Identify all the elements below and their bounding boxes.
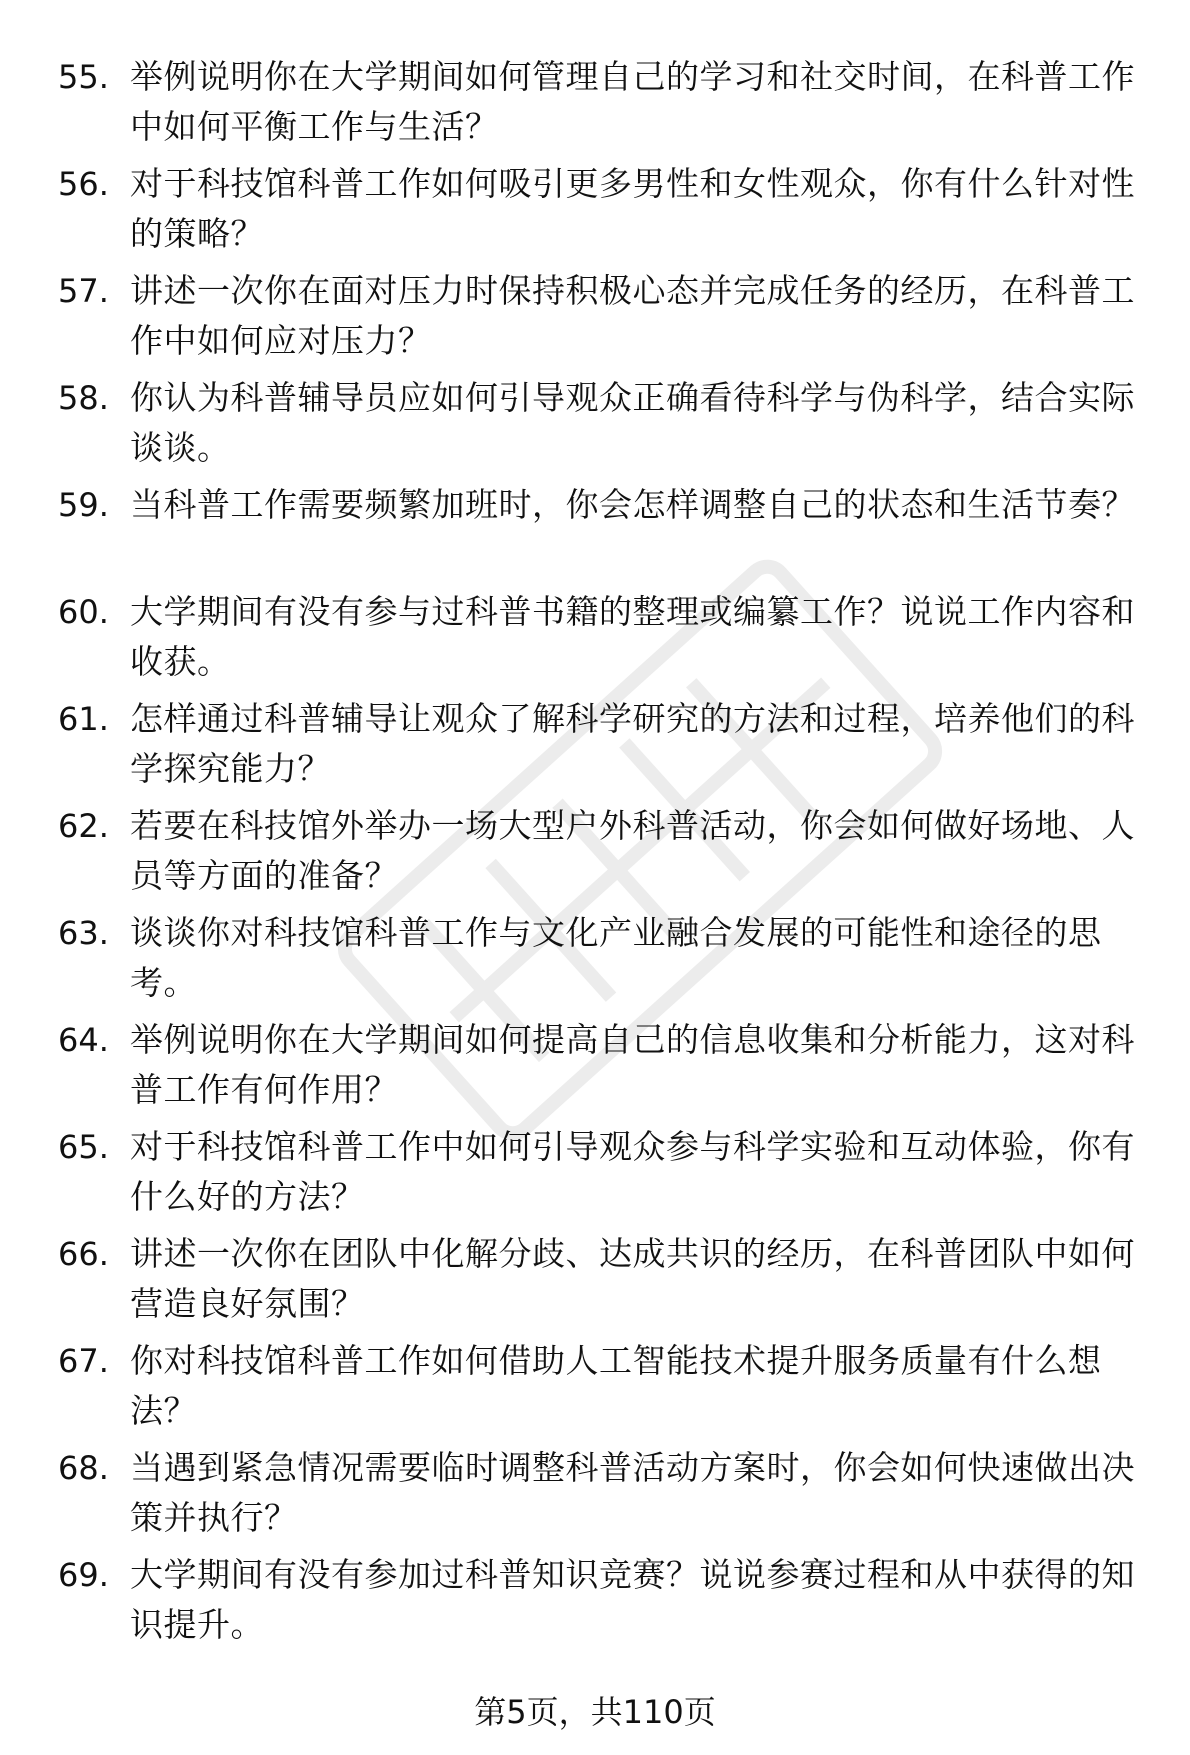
question-text: 你对科技馆科普工作如何借助人工智能技术提升服务质量有什么想法？	[130, 1341, 1102, 1430]
question-number: 65.	[58, 1128, 109, 1166]
question-text: 讲述一次你在面对压力时保持积极心态并完成任务的经历，在科普工作中如何应对压力？	[130, 271, 1135, 360]
question-item	[0, 1223, 1190, 1330]
question-item	[0, 1116, 1190, 1223]
question-number: 69.	[58, 1556, 109, 1594]
question-text: 举例说明你在大学期间如何提高自己的信息收集和分析能力，这对科普工作有何作用？	[130, 1020, 1135, 1109]
question-item	[0, 688, 1190, 795]
question-number: 57.	[58, 272, 109, 310]
question-list	[0, 46, 1190, 1651]
question-item	[0, 474, 1190, 581]
question-item	[0, 260, 1190, 367]
question-number: 56.	[58, 165, 109, 203]
question-number: 64.	[58, 1021, 109, 1059]
question-item	[0, 1009, 1190, 1116]
question-text: 当遇到紧急情况需要临时调整科普活动方案时，你会如何快速做出决策并执行？	[130, 1448, 1135, 1537]
question-number: 63.	[58, 914, 109, 952]
question-text: 大学期间有没有参加过科普知识竞赛？说说参赛过程和从中获得的知识提升。	[130, 1555, 1135, 1644]
question-text: 若要在科技馆外举办一场大型户外科普活动，你会如何做好场地、人员等方面的准备？	[130, 806, 1135, 895]
question-item	[0, 581, 1190, 688]
question-text: 谈谈你对科技馆科普工作与文化产业融合发展的可能性和途径的思考。	[130, 913, 1102, 1002]
question-item	[0, 1437, 1190, 1544]
question-number: 55.	[58, 58, 109, 96]
question-number: 61.	[58, 700, 109, 738]
question-item	[0, 902, 1190, 1009]
question-text: 举例说明你在大学期间如何管理自己的学习和社交时间，在科普工作中如何平衡工作与生活？	[130, 57, 1135, 146]
question-text: 你认为科普辅导员应如何引导观众正确看待科学与伪科学，结合实际谈谈。	[130, 378, 1135, 467]
question-number: 60.	[58, 593, 109, 631]
question-number: 62.	[58, 807, 109, 845]
question-text: 对于科技馆科普工作如何吸引更多男性和女性观众，你有什么针对性的策略？	[130, 164, 1135, 253]
question-text: 大学期间有没有参与过科普书籍的整理或编纂工作？说说工作内容和收获。	[130, 592, 1135, 681]
question-item	[0, 795, 1190, 902]
question-item	[0, 153, 1190, 260]
question-number: 66.	[58, 1235, 109, 1273]
question-number: 68.	[58, 1449, 109, 1487]
question-text: 对于科技馆科普工作中如何引导观众参与科学实验和互动体验，你有什么好的方法？	[130, 1127, 1135, 1216]
question-number: 67.	[58, 1342, 109, 1380]
question-item	[0, 1330, 1190, 1437]
question-number: 59.	[58, 486, 109, 524]
question-text: 当科普工作需要频繁加班时，你会怎样调整自己的状态和生活节奏？	[130, 485, 1135, 524]
question-number: 58.	[58, 379, 109, 417]
page-number: 第5页，共110页	[474, 1693, 716, 1731]
question-text: 怎样通过科普辅导让观众了解科学研究的方法和过程，培养他们的科学探究能力？	[130, 699, 1135, 788]
question-item	[0, 46, 1190, 153]
question-text: 讲述一次你在团队中化解分歧、达成共识的经历，在科普团队中如何营造良好氛围？	[130, 1234, 1135, 1323]
question-item	[0, 1544, 1190, 1651]
question-item	[0, 367, 1190, 474]
